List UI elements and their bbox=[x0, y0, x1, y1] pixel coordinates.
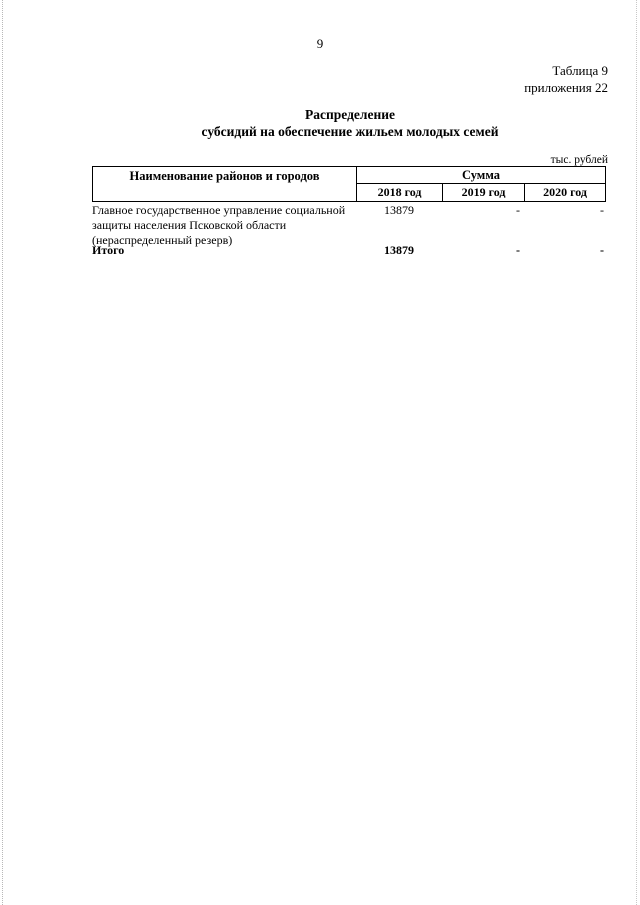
row-name-line: Главное государственное управление социальной bbox=[92, 203, 346, 217]
row-name-line: защиты населения Псковской области bbox=[92, 218, 287, 232]
total-label: Итого bbox=[92, 243, 125, 257]
row-name-line: (нераспределенный резерв) bbox=[92, 233, 233, 247]
row-value-2019: - bbox=[516, 203, 520, 217]
appendix-reference bbox=[524, 62, 608, 96]
row-value-2020: - bbox=[600, 203, 604, 217]
title-line-1: Распределение bbox=[304, 107, 396, 122]
table-reference: Таблица 9 bbox=[552, 63, 608, 78]
title-line-2: субсидий на обеспечение жильем молодых семей bbox=[201, 124, 499, 139]
header-sum: Сумма bbox=[357, 167, 605, 184]
total-row bbox=[92, 243, 606, 259]
header-year-2019: 2019 год bbox=[443, 184, 525, 201]
header-name-column: Наименование районов и городов bbox=[93, 167, 357, 201]
total-value-2018: 13879 bbox=[384, 243, 414, 257]
total-value-2020: - bbox=[600, 243, 604, 257]
row-value-2018: 13879 bbox=[384, 203, 414, 217]
appendix-number: приложения 22 bbox=[524, 80, 608, 95]
total-value-2019: - bbox=[516, 243, 520, 257]
header-year-2018: 2018 год bbox=[357, 184, 443, 201]
document-title bbox=[0, 106, 640, 140]
table-header bbox=[92, 166, 606, 202]
page-number: 9 bbox=[316, 36, 324, 51]
header-year-2020: 2020 год bbox=[543, 185, 587, 199]
units-label: тыс. рублей bbox=[550, 154, 608, 166]
row-name bbox=[92, 203, 354, 248]
